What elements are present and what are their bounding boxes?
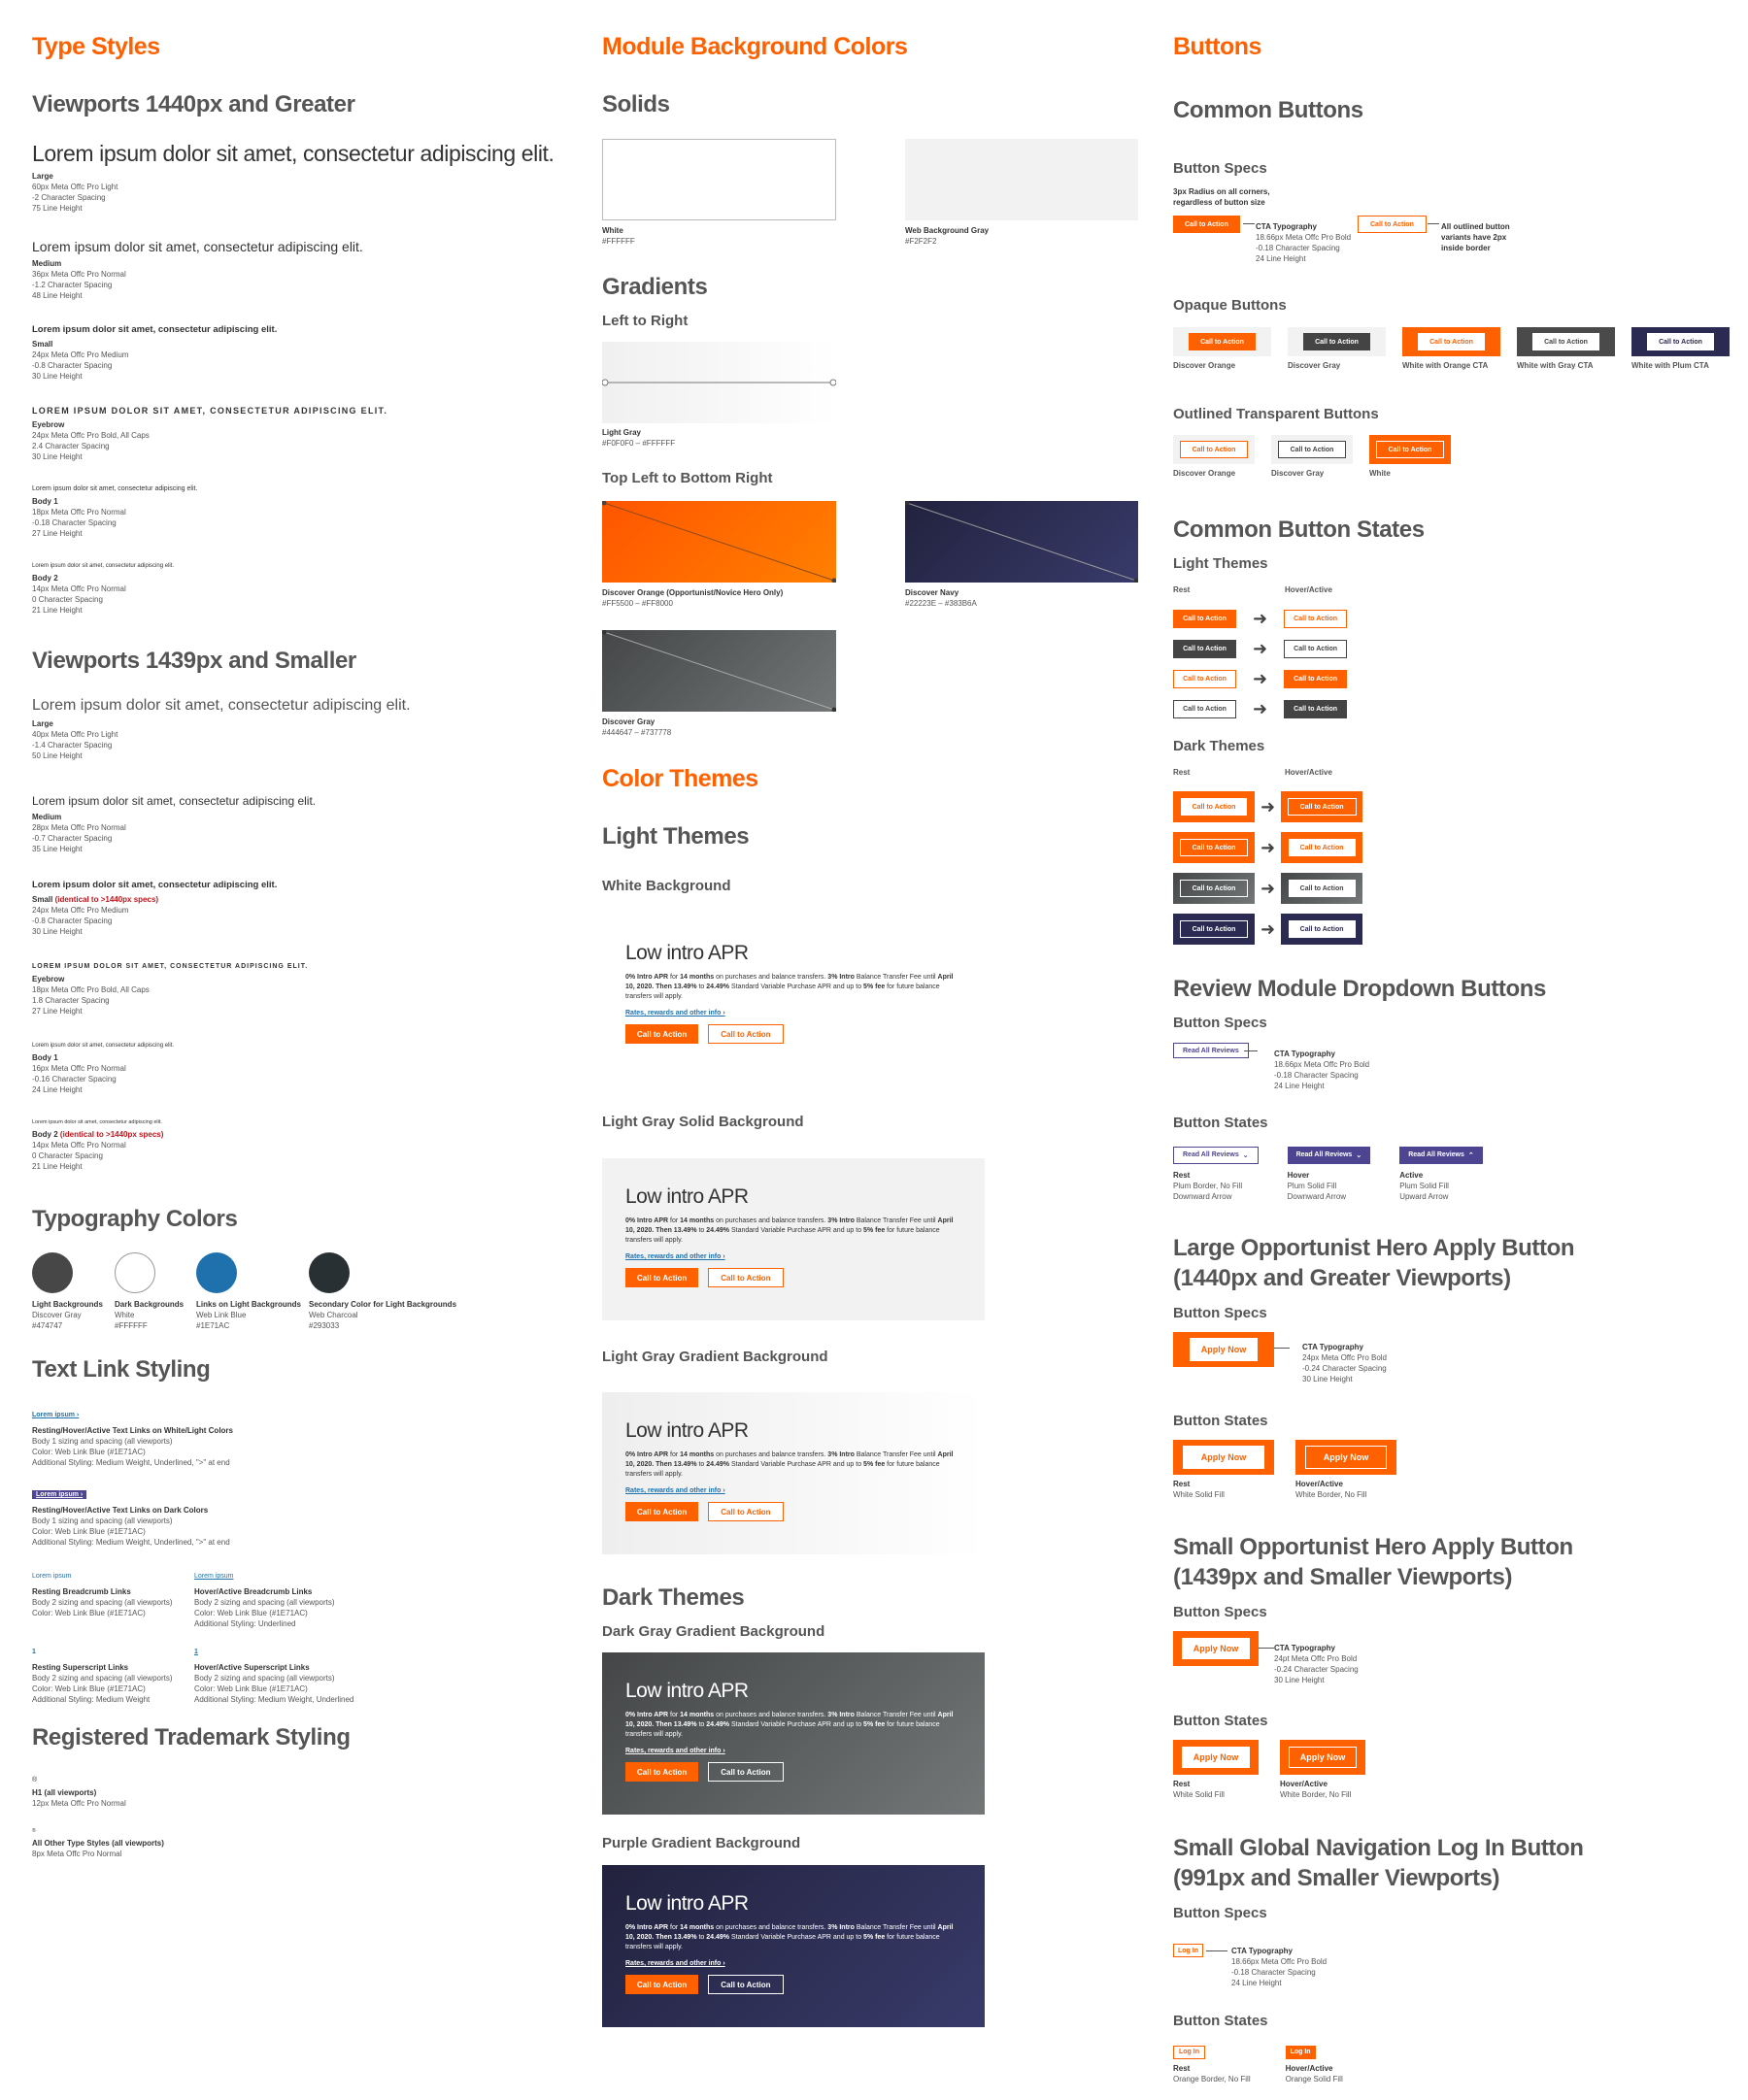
color-swatch-white: Dark Backgrounds White #FFFFFF <box>115 1252 196 1331</box>
dark-state-rows <box>1173 786 1362 950</box>
spec-outline-button[interactable]: Call to Action <box>1358 216 1427 233</box>
color-swatch-gray: Light Backgrounds Discover Gray #474747 <box>32 1252 115 1331</box>
type-sample-body1-small-vp: Lorem ipsum dolor sit amet, consectetur adipiscing elit. Body 1 16px Meta Offc Pro Normal -0.16 Character Spacing 24 Line Height <box>32 1043 175 1094</box>
gradient-light-gray-label: Light Gray #F0F0F0 – #FFFFFF <box>602 428 676 448</box>
swatch-web-gray <box>905 139 1138 220</box>
superscript-resting: 1 Resting Superscript Links Body 2 sizing and spacing (all viewports) Color: Web Link Blue (#1E71AC) Additional Styling: Medium Weight <box>32 1649 173 1704</box>
arrow-right-icon: ➜ <box>1253 669 1268 688</box>
type-sample-large-small-vp: Lorem ipsum dolor sit amet, consectetur adipiscing elit. Large 40px Meta Offc Pro Light -1.4 Character Spacing 50 Line Height <box>32 697 411 760</box>
sample-superscript-hover[interactable]: 1 <box>194 1649 198 1655</box>
card-purple: Low intro APR 0% Intro APR for 14 months on purchases and balance transfers. 3% Intro Balance Transfer Fee until April 10, 2020. Then 13.49% to 24.49% Standard Variable Purchase APR and up to 5% fee for future balance transfers will apply. Rates, rewards and other info › Call to Action Call to Action <box>602 1865 985 2027</box>
type-sample-body1: Lorem ipsum dolor sit amet, consectetur adipiscing elit. Body 1 18px Meta Offc Pro Normal -0.18 Character Spacing 27 Line Height <box>32 485 198 538</box>
dark-state-4-hover[interactable]: Call to Action <box>1289 920 1356 938</box>
type-sample-large: Lorem ipsum dolor sit amet, consectetur adipiscing elit. Large 60px Meta Offc Pro Light -2 Character Spacing 75 Line Height <box>32 141 555 213</box>
gradient-light-gray <box>602 342 836 423</box>
light-gray-solid-heading: Light Gray Solid Background <box>602 1114 804 1130</box>
dark-state-1-hover[interactable]: Call to Action <box>1288 798 1357 816</box>
review-dropdown-heading: Review Module Dropdown Buttons <box>1173 976 1546 1002</box>
arrow-right-icon: ➜ <box>1253 699 1268 718</box>
breadcrumb-hover: Lorem ipsum Hover/Active Breadcrumb Links Body 2 sizing and spacing (all viewports) Color: Web Link Blue (#1E71AC) Additional Styling: Underlined <box>194 1573 335 1628</box>
gradient-orange-label: Discover Orange (Opportunist/Novice Hero Only) #FF5500 – #FF8000 <box>602 588 784 608</box>
color-swatch-charcoal: Secondary Color for Light Backgrounds Web Charcoal #293033 <box>309 1252 464 1331</box>
card-primary-button[interactable]: Call to Action <box>625 1502 698 1521</box>
dark-states-heading: Dark Themes <box>1173 738 1265 754</box>
type-sample-body2-small-vp: Lorem ipsum dolor sit amet, consectetur adipiscing elit. Body 2 (identical to >1440px specs) 14px Meta Offc Pro Normal 0 Character Spacing 21 Line Height <box>32 1119 164 1171</box>
large-apply-hover[interactable]: Apply Now <box>1305 1446 1387 1469</box>
card-rates-link[interactable]: Rates, rewards and other info › <box>625 1487 725 1494</box>
dark-state-2-hover[interactable]: Call to Action <box>1289 839 1356 856</box>
type-sample-medium: Lorem ipsum dolor sit amet, consectetur adipiscing elit. Medium 36px Meta Offc Pro Normal -1.2 Character Spacing 48 Line Height <box>32 239 363 300</box>
outline-note: All outlined button variants have 2px inside border <box>1441 222 1510 252</box>
cta-typography-spec: CTA Typography 18.66px Meta Offc Pro Bold -0.18 Character Spacing 24 Line Height <box>1256 222 1352 263</box>
white-orange-cta-button[interactable]: Call to Action <box>1418 333 1485 350</box>
dark-state-3-rest[interactable]: Call to Action <box>1180 880 1249 897</box>
review-active-button[interactable]: Read All Reviews ⌃ <box>1399 1147 1483 1164</box>
light-themes-heading: Light Themes <box>602 823 750 850</box>
outlined-buttons-heading: Outlined Transparent Buttons <box>1173 406 1379 422</box>
nav-login-spec[interactable]: Log In <box>1173 1944 1203 1957</box>
arrow-right-icon: ➜ <box>1261 918 1276 939</box>
dark-themes-heading: Dark Themes <box>602 1584 745 1611</box>
gradient-navy-label: Discover Navy #22223E – #383B6A <box>905 588 977 608</box>
type-sample-medium-small-vp: Lorem ipsum dolor sit amet, consectetur adipiscing elit. Medium 28px Meta Offc Pro Normal -0.7 Character Spacing 35 Line Height <box>32 794 317 853</box>
card-rates-link[interactable]: Rates, rewards and other info › <box>625 1253 725 1260</box>
state-outline-orange-rest[interactable]: Call to Action <box>1173 670 1236 688</box>
review-specs-heading: Button Specs <box>1173 1015 1267 1031</box>
card-primary-button[interactable]: Call to Action <box>625 1024 698 1044</box>
small-apply-heading: Small Opportunist Hero Apply Button (1439px and Smaller Viewports) <box>1173 1534 1573 1590</box>
left-to-right-heading: Left to Right <box>602 313 689 329</box>
tlbr-heading: Top Left to Bottom Right <box>602 470 773 486</box>
superscript-hover: 1 Hover/Active Superscript Links Body 2 sizing and spacing (all viewports) Color: Web Link Blue (#1E71AC) Additional Styling: Medium Weight, Underlined <box>194 1649 354 1704</box>
small-apply-spec: Apply Now <box>1173 1631 1259 1666</box>
module-bg-title: Module Background Colors <box>602 33 908 60</box>
state-outline-gray-rest[interactable]: Call to Action <box>1173 700 1236 718</box>
large-states-row: Apply Now Rest White Solid Fill Apply Now Hover/Active White Border, No Fill <box>1173 1440 1396 1500</box>
sample-superscript-rest[interactable]: 1 <box>32 1649 36 1655</box>
small-specs-heading: Button Specs <box>1173 1604 1267 1620</box>
state-orange-rest[interactable]: Call to Action <box>1173 610 1236 628</box>
type-sample-body2: Lorem ipsum dolor sit amet, consectetur adipiscing elit. Body 2 14px Meta Offc Pro Normal 0 Character Spacing 21 Line Height <box>32 563 175 615</box>
opaque-buttons-row: Call to Action Discover Orange Call to Action Discover Gray Call to Action White with Orange CTA Call to Action White with Gray CTA Call to Action White with Plum CTA <box>1173 327 1730 371</box>
button-specs-heading: Button Specs <box>1173 160 1267 177</box>
type-sample-small-small-vp: Lorem ipsum dolor sit amet, consectetur adipiscing elit. Small (identical to >1440px specs) 24px Meta Offc Pro Medium -0.8 Character Spacing 30 Line Height <box>32 880 278 936</box>
breadcrumb-resting: Lorem ipsum Resting Breadcrumb Links Body 2 sizing and spacing (all viewports) Color: Web Link Blue (#1E71AC) <box>32 1573 173 1617</box>
white-bg-heading: White Background <box>602 878 731 894</box>
sample-link-light[interactable]: Lorem ipsum › <box>32 1412 80 1418</box>
dark-state-2-rest[interactable]: Call to Action <box>1180 839 1249 856</box>
nav-login-rest[interactable]: Log In <box>1173 2046 1205 2059</box>
purple-gradient-heading: Purple Gradient Background <box>602 1835 801 1851</box>
card-white <box>602 942 985 1078</box>
type-sample-eyebrow-small-vp: LOREM IPSUM DOLOR SIT AMET, CONSECTETUR ADIPISCING ELIT. Eyebrow 18px Meta Offc Pro Bold, All Caps 1.8 Character Spacing 27 Line Height <box>32 963 309 1016</box>
review-spec-button[interactable]: Read All Reviews <box>1173 1043 1249 1058</box>
card-secondary-button[interactable]: Call to Action <box>708 1762 783 1782</box>
registered-trademark-heading: Registered Trademark Styling <box>32 1724 351 1750</box>
light-state-rows <box>1173 604 1347 724</box>
solids-heading: Solids <box>602 91 670 117</box>
card-rates-link[interactable]: Rates, rewards and other info › <box>625 1748 725 1754</box>
opaque-orange-button[interactable]: Call to Action <box>1189 333 1256 350</box>
chevron-up-icon: ⌃ <box>1467 1151 1474 1159</box>
outlined-buttons-row: Call to Action Discover Orange Call to Action Discover Gray Call to Action White <box>1173 435 1451 479</box>
typography-colors-list <box>32 1252 464 1331</box>
nav-specs-heading: Button Specs <box>1173 1905 1267 1921</box>
nav-states-row: Log In Rest Orange Border, No Fill Log In Hover/Active Orange Solid Fill <box>1173 2041 1343 2084</box>
white-gray-cta-button[interactable]: Call to Action <box>1532 333 1599 350</box>
nav-login-heading: Small Global Navigation Log In Button (991px and Smaller Viewports) <box>1173 1835 1584 1891</box>
card-secondary-button[interactable]: Call to Action <box>708 1502 783 1521</box>
common-buttons-heading: Common Buttons <box>1173 97 1363 123</box>
swatch-white-label: White #FFFFFF <box>602 226 635 246</box>
chevron-down-icon: ⌄ <box>1242 1151 1249 1159</box>
sample-breadcrumb-hover[interactable]: Lorem ipsum <box>194 1573 234 1580</box>
gradients-heading: Gradients <box>602 274 708 300</box>
review-hover-button[interactable]: Read All Reviews ⌄ <box>1288 1147 1371 1164</box>
review-state-row: Read All Reviews ⌄ Rest Plum Border, No Fill Downward Arrow Read All Reviews ⌄ Hover Plum Solid Fill Downward Arrow Read All Reviews ⌃ Active Plum Solid Fill Upward Arrow <box>1173 1144 1483 1202</box>
swatch-web-gray-label: Web Background Gray #F2F2F2 <box>905 226 990 246</box>
spec-cta-button[interactable]: Call to Action <box>1173 216 1240 233</box>
card-primary-button[interactable]: Call to Action <box>625 1975 698 1994</box>
review-typography-spec: CTA Typography 18.66px Meta Offc Pro Bold -0.18 Character Spacing 24 Line Height <box>1274 1050 1370 1090</box>
card-secondary-button[interactable]: Call to Action <box>708 1268 783 1287</box>
light-states-heading: Light Themes <box>1173 555 1268 572</box>
buttons-title: Buttons <box>1173 33 1261 60</box>
card-dark-gray: Low intro APR 0% Intro APR for 14 months on purchases and balance transfers. 3% Intro Balance Transfer Fee until April 10, 2020. Then 13.49% to 24.49% Standard Variable Purchase APR and up to 5% fee for future balance transfers will apply. Rates, rewards and other info › Call to Action Call to Action <box>602 1652 985 1815</box>
swatch-white <box>602 139 836 220</box>
card-primary-button[interactable]: Call to Action <box>625 1268 698 1287</box>
gradient-orange <box>602 501 836 583</box>
gradient-gray <box>602 630 836 712</box>
type-sample-eyebrow: LOREM IPSUM DOLOR SIT AMET, CONSECTETUR ADIPISCING ELIT. Eyebrow 24px Meta Offc Pro Bold, All Caps 2.4 Character Spacing 30 Line Height <box>32 406 388 461</box>
sample-link-dark[interactable]: Lorem ipsum › <box>32 1490 86 1499</box>
button-states-heading: Common Button States <box>1173 517 1425 543</box>
dark-gray-gradient-heading: Dark Gray Gradient Background <box>602 1623 825 1640</box>
type-sample-small: Lorem ipsum dolor sit amet, consectetur adipiscing elit. Small 24px Meta Offc Pro Medium -0.8 Character Spacing 30 Line Height <box>32 324 278 381</box>
chevron-down-icon: ⌄ <box>1356 1151 1362 1159</box>
card-secondary-button[interactable]: Call to Action <box>708 1024 783 1044</box>
nav-states-heading: Button States <box>1173 2013 1268 2029</box>
viewports-1440-heading: Viewports 1440px and Greater <box>32 91 355 117</box>
large-specs-heading: Button Specs <box>1173 1305 1267 1321</box>
type-styles-title: Type Styles <box>32 33 160 60</box>
gradient-gray-label: Discover Gray #444647 – #737778 <box>602 717 672 737</box>
sample-breadcrumb-rest[interactable]: Lorem ipsum <box>32 1573 72 1580</box>
arrow-right-icon: ➜ <box>1261 837 1276 857</box>
small-apply-typography: CTA Typography 24pt Meta Offc Pro Bold -0.24 Character Spacing 30 Line Height <box>1274 1644 1359 1684</box>
card-body: 0% Intro APR for 14 months on purchases and balance transfers. 3% Intro Balance Transfer Fee until April 10, 2020. Then 13.49% to 24.49% Standard Variable Purchase APR and up to 5% fee for future balance transfers will apply. <box>625 974 954 1000</box>
arrow-right-icon: ➜ <box>1253 639 1268 658</box>
card-primary-button[interactable]: Call to Action <box>625 1762 698 1782</box>
viewports-1439-heading: Viewports 1439px and Smaller <box>32 648 356 674</box>
state-outline-orange-hover[interactable]: Call to Action <box>1284 670 1347 688</box>
state-gray-hover[interactable]: Call to Action <box>1284 640 1347 658</box>
card-secondary-button[interactable]: Call to Action <box>708 1975 783 1994</box>
outlined-gray-button[interactable]: Call to Action <box>1278 441 1347 458</box>
state-gray-rest[interactable]: Call to Action <box>1173 640 1236 658</box>
text-link-light: Lorem ipsum › Resting/Hover/Active Text Links on White/Light Colors Body 1 sizing and spacing (all viewports) Color: Web Link Blue (#1E71AC) Additional Styling: Medium Weight, Underlined, ">" at end <box>32 1412 233 1467</box>
dark-state-4-rest[interactable]: Call to Action <box>1180 920 1249 938</box>
large-apply-rest[interactable]: Apply Now <box>1183 1446 1264 1469</box>
small-apply-rest[interactable]: Apply Now <box>1182 1747 1250 1768</box>
card-light-gray: Low intro APR 0% Intro APR for 14 months on purchases and balance transfers. 3% Intro Balance Transfer Fee until April 10, 2020. Then 13.49% to 24.49% Standard Variable Purchase APR and up to 5% fee for future balance transfers will apply. Rates, rewards and other info › Call to Action Call to Action <box>602 1158 985 1320</box>
large-apply-typography: CTA Typography 24px Meta Offc Pro Bold -0.24 Character Spacing 30 Line Height <box>1302 1343 1388 1383</box>
card-light-gradient: Low intro APR 0% Intro APR for 14 months on purchases and balance transfers. 3% Intro Balance Transfer Fee until April 10, 2020. Then 13.49% to 24.49% Standard Variable Purchase APR and up to 5% fee for future balance transfers will apply. Rates, rewards and other info › Call to Action Call to Action <box>602 1392 985 1554</box>
trademark-h1: ® H1 (all viewports) 12px Meta Offc Pro Normal <box>32 1777 126 1808</box>
text-link-styling-heading: Text Link Styling <box>32 1356 211 1383</box>
review-states-heading: Button States <box>1173 1115 1268 1131</box>
gradient-navy <box>905 501 1138 583</box>
review-rest-button[interactable]: Read All Reviews ⌄ <box>1173 1147 1259 1164</box>
small-states-heading: Button States <box>1173 1713 1268 1729</box>
nav-login-hover[interactable]: Log In <box>1286 2046 1316 2059</box>
dark-state-1-rest[interactable]: Call to Action <box>1181 798 1248 816</box>
state-outline-gray-hover[interactable]: Call to Action <box>1284 700 1347 718</box>
small-states-row: Apply Now Rest White Solid Fill Apply Now Hover/Active White Border, No Fill <box>1173 1740 1365 1800</box>
typography-colors-heading: Typography Colors <box>32 1206 238 1232</box>
large-apply-heading: Large Opportunist Hero Apply Button (1440px and Greater Viewports) <box>1173 1235 1575 1291</box>
trademark-other: ® All Other Type Styles (all viewports) 8px Meta Offc Pro Normal <box>32 1828 164 1858</box>
dark-state-3-hover[interactable]: Call to Action <box>1289 880 1356 897</box>
white-plum-cta-button[interactable]: Call to Action <box>1647 333 1714 350</box>
color-themes-title: Color Themes <box>602 765 758 792</box>
opaque-buttons-heading: Opaque Buttons <box>1173 297 1287 314</box>
opaque-gray-button[interactable]: Call to Action <box>1303 333 1370 350</box>
outlined-orange-button[interactable]: Call to Action <box>1180 441 1249 458</box>
small-apply-hover[interactable]: Apply Now <box>1289 1747 1357 1768</box>
outlined-white-button[interactable]: Call to Action <box>1376 441 1445 458</box>
card-rates-link[interactable]: Rates, rewards and other info › <box>625 1960 725 1967</box>
radius-note: 3px Radius on all corners, regardless of button size <box>1173 187 1270 207</box>
large-apply-spec: Apply Now <box>1173 1332 1274 1367</box>
arrow-right-icon: ➜ <box>1253 609 1268 628</box>
state-orange-hover[interactable]: Call to Action <box>1284 610 1347 628</box>
arrow-right-icon: ➜ <box>1261 878 1276 898</box>
card-title: Low intro APR <box>625 942 749 964</box>
card-rates-link[interactable]: Rates, rewards and other info › <box>625 1010 725 1017</box>
light-gray-gradient-heading: Light Gray Gradient Background <box>602 1349 828 1365</box>
text-link-dark: Lorem ipsum › Resting/Hover/Active Text Links on Dark Colors Body 1 sizing and spacing (all viewports) Color: Web Link Blue (#1E71AC) Additional Styling: Medium Weight, Underlined, ">" at end <box>32 1491 230 1547</box>
large-states-heading: Button States <box>1173 1413 1268 1429</box>
arrow-right-icon: ➜ <box>1261 796 1276 817</box>
color-swatch-blue: Links on Light Backgrounds Web Link Blue #1E71AC <box>196 1252 309 1331</box>
nav-login-typography: CTA Typography 18.66px Meta Offc Pro Bold -0.18 Character Spacing 24 Line Height <box>1231 1947 1328 1987</box>
